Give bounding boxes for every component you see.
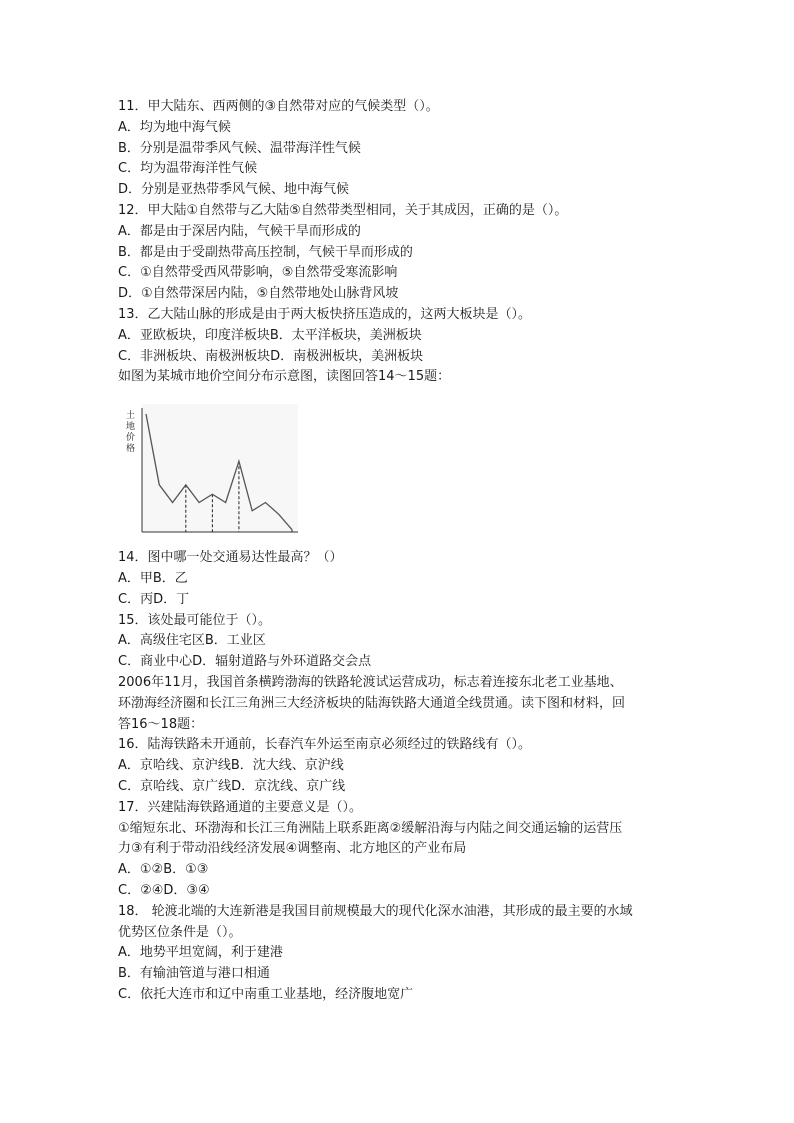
text-line: C．京哈线、京广线D．京沈线、京广线 [118, 778, 346, 794]
chart-ylabel [126, 409, 135, 454]
text-line: 17．兴建陆海铁路通道的主要意义是（）。 [118, 799, 363, 815]
text-line: D．分别是亚热带季风气候、地中海气候 [118, 182, 350, 198]
ylabel-char: 格 [126, 444, 136, 455]
text-line: 12．甲大陆①自然带与乙大陆⑤自然带类型相同，关于其成因，正确的是（）。 [118, 202, 568, 218]
text-line: C．商业中心D．辐射道路与外环道路交会点 [118, 654, 372, 670]
text-line: B．分别是温带季风气候、温带海洋性气候 [118, 140, 361, 156]
text-line: C．丙D．丁 [118, 591, 190, 607]
question-block-top [118, 97, 678, 388]
text-line: 答16～18题： [118, 716, 204, 732]
ylabel-char: 价 [126, 433, 136, 444]
text-line: 14．图中哪一处交通易达性最高？（） [118, 550, 343, 566]
text-line: 13．乙大陆山脉的形成是由于两大板快挤压造成的，这两大板块是（）。 [118, 306, 532, 322]
text-line: C．非洲板块、南极洲板块D．南极洲板块，美洲板块 [118, 348, 424, 364]
land-price-figure [118, 394, 678, 544]
text-line: A．都是由于深居内陆，气候干旱而形成的 [118, 223, 361, 239]
chart-background [142, 404, 298, 532]
text-line: C．依托大连市和辽中南重工业基地，经济腹地宽广 [118, 986, 414, 1002]
text-line: A．高级住宅区B．工业区 [118, 633, 266, 649]
text-line: A．①②B．①③ [118, 862, 209, 878]
text-line: 11．甲大陆东、西两侧的③自然带对应的气候类型（）。 [118, 99, 439, 114]
text-line: 优势区位条件是（）。 [118, 924, 242, 940]
land-price-chart [120, 394, 300, 544]
text-line: 15．该处最可能位于（）。 [118, 612, 272, 628]
text-line: 力③有利于带动沿线经济发展④调整南、北方地区的产业布局 [118, 841, 467, 857]
exam-page [118, 97, 678, 1006]
text-line: D．①自然带深居内陆，⑤自然带地处山脉背风坡 [118, 286, 399, 302]
text-line: 16．陆海铁路未开通前，长春汽车外运至南京必须经过的铁路线有（）。 [118, 737, 532, 753]
text-line: B．都是由于受副热带高压控制，气候干旱而形成的 [118, 244, 413, 260]
text-line: A．均为地中海气候 [118, 119, 231, 135]
text-line: C．均为温带海洋性气候 [118, 161, 258, 177]
ylabel-char: 土 [126, 411, 136, 422]
text-line: A．地势平坦宽阔，利于建港 [118, 945, 283, 961]
text-line: 环渤海经济圈和长江三角洲三大经济板块的陆海铁路大通道全线贯通。读下图和材料，回 [118, 695, 626, 711]
text-line: 18． 轮渡北端的大连新港是我国目前规模最大的现代化深水油港，其形成的最主要的水域 [118, 903, 633, 919]
text-line: 如图为某城市地价空间分布示意图，读图回答14～15题： [118, 369, 451, 385]
text-line: B．有输油管道与港口相通 [118, 966, 270, 982]
text-line: ①缩短东北、环渤海和长江三角洲陆上联系距离②缓解沿海与内陆之间交通运输的运营压 [118, 820, 623, 836]
question-block-bottom [118, 548, 678, 1006]
text-line: A．甲B．乙 [118, 570, 188, 586]
text-line: A．亚欧板块，印度洋板块B．太平洋板块，美洲板块 [118, 327, 422, 343]
text-line: C．②④D．③④ [118, 882, 210, 898]
text-line: 2006年11月，我国首条横跨渤海的铁路轮渡试运营成功，标志着连接东北老工业基地、 [118, 674, 623, 690]
text-line: C．①自然带受西风带影响，⑤自然带受寒流影响 [118, 265, 398, 281]
ylabel-char: 地 [126, 422, 136, 433]
text-line: A．京哈线、京沪线B．沈大线、京沪线 [118, 758, 344, 774]
